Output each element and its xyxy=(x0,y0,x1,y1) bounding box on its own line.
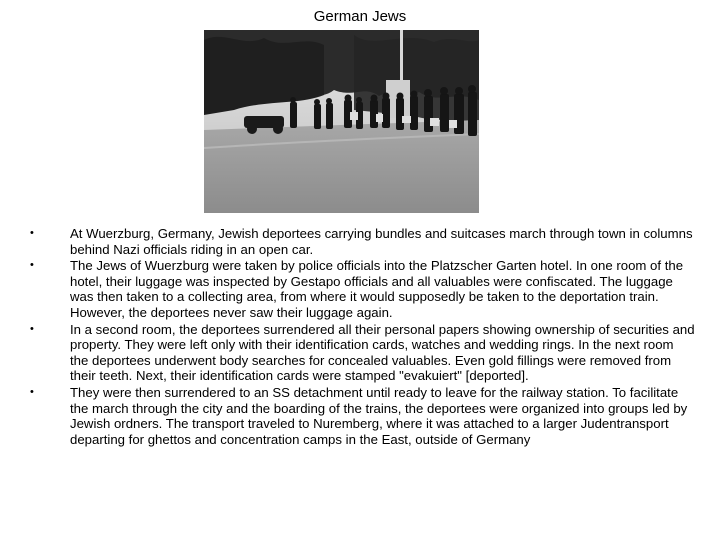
bullet-dot: • xyxy=(30,227,34,239)
deportation-photo xyxy=(204,30,479,213)
bullet-dot: • xyxy=(30,259,34,272)
bullet-text: They were then surrendered to an SS detachment until ready to leave for the railway station. To facilitate the march through the city and the boarding of the trains, the deportees were organized into groups led by Jewish ordners. The transport traveled to Nuremberg, where it was attached to a larger Judentransport departing for ghettos and concentration camps in the East, outside of Germany xyxy=(70,384,688,447)
list-item xyxy=(30,258,695,320)
bullet-text: The Jews of Wuerzburg were taken by police officials into the Platzscher Garten hotel. In one room of the hotel, their luggage was inspected by Gestapo officials and all valuables were confiscated. The luggage was then taken to a collecting area, from where it would supposedly be taken to the deportation train. However, the deportees never saw their luggage again. xyxy=(70,258,684,320)
list-item xyxy=(30,322,695,384)
list-item xyxy=(30,226,695,257)
photo-illustration xyxy=(204,30,479,213)
bullet-text: At Wuerzburg, Germany, Jewish deportees carrying bundles and suitcases march through town in columns behind Nazi officials riding in an open car. xyxy=(70,226,693,257)
list-item xyxy=(30,385,695,447)
slide-title: German Jews xyxy=(313,8,407,25)
bullet-dot: • xyxy=(30,385,34,398)
bullet-text: In a second room, the deportees surrendered all their personal papers showing ownership of securities and property. They were left only with their identification cards, watches and wedding rings. In the next room the deportees underwent body searches for concealed valuables. Even gold fillings were removed from their teeth. Next, their identification cards were stamped "evakuiert" [deported]. xyxy=(70,321,695,384)
bullet-dot: • xyxy=(30,322,34,335)
bullet-list xyxy=(30,226,695,448)
